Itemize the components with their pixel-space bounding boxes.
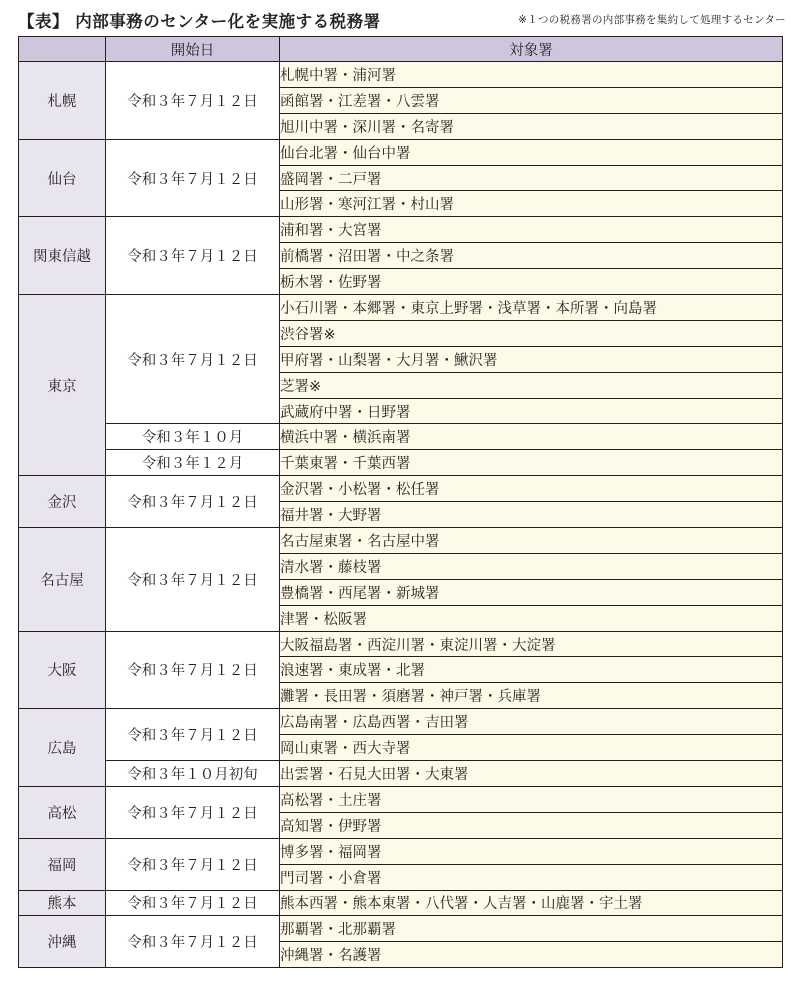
region-cell: 福岡 [19, 838, 106, 890]
start-date-cell: 令和３年１０月 [106, 424, 280, 450]
office-cell: 武蔵府中署・日野署 [280, 398, 783, 424]
office-cell: 前橋署・沼田署・中之条署 [280, 243, 783, 269]
table-row [19, 786, 783, 812]
start-date-cell: 令和３年７月１２日 [106, 709, 280, 761]
office-cell: 横浜中署・横浜南署 [280, 424, 783, 450]
office-cell: 灘署・長田署・須磨署・神戸署・兵庫署 [280, 683, 783, 709]
office-cell: 那覇署・北那覇署 [280, 916, 783, 942]
office-cell: 函館署・江差署・八雲署 [280, 87, 783, 113]
office-cell: 盛岡署・二戸署 [280, 165, 783, 191]
header-row [19, 37, 783, 62]
office-cell: 福井署・大野署 [280, 502, 783, 528]
tax-office-table [18, 36, 783, 968]
table-row [19, 916, 783, 942]
table-row [19, 528, 783, 554]
office-cell: 旭川中署・深川署・名寄署 [280, 113, 783, 139]
start-date-cell: 令和３年７月１２日 [106, 631, 280, 709]
start-date-cell: 令和３年７月１２日 [106, 890, 280, 916]
office-cell: 出雲署・石見大田署・大東署 [280, 761, 783, 787]
office-cell: 栃木署・佐野署 [280, 269, 783, 295]
region-cell: 高松 [19, 786, 106, 838]
region-cell: 札幌 [19, 62, 106, 140]
office-cell: 小石川署・本郷署・東京上野署・浅草署・本所署・向島署 [280, 295, 783, 321]
table-row [19, 295, 783, 321]
region-cell: 名古屋 [19, 528, 106, 632]
start-date-cell: 令和３年７月１２日 [106, 139, 280, 217]
office-cell: 熊本西署・熊本東署・八代署・人吉署・山鹿署・宇土署 [280, 890, 783, 916]
office-cell: 沖縄署・名護署 [280, 942, 783, 968]
office-cell: 札幌中署・浦河署 [280, 62, 783, 88]
start-date-cell: 令和３年７月１２日 [106, 217, 280, 295]
table-row [19, 424, 783, 450]
table-row [19, 450, 783, 476]
page-title: 【表】 内部事務のセンター化を実施する税務署 [18, 12, 381, 31]
office-cell: 千葉東署・千葉西署 [280, 450, 783, 476]
start-date-cell: 令和３年７月１２日 [106, 62, 280, 140]
region-cell: 関東信越 [19, 217, 106, 295]
table-row [19, 631, 783, 657]
office-cell: 仙台北署・仙台中署 [280, 139, 783, 165]
office-cell: 岡山東署・西大寺署 [280, 735, 783, 761]
start-date-cell: 令和３年７月１２日 [106, 916, 280, 968]
office-cell: 甲府署・山梨署・大月署・鰍沢署 [280, 346, 783, 372]
office-cell: 広島南署・広島西署・吉田署 [280, 709, 783, 735]
table-row [19, 62, 783, 88]
region-cell: 大阪 [19, 631, 106, 709]
table-row [19, 709, 783, 735]
table-row [19, 139, 783, 165]
start-date-cell: 令和３年７月１２日 [106, 528, 280, 632]
start-date-cell: 令和３年１０月初旬 [106, 761, 280, 787]
header-target-offices: 対象署 [280, 37, 783, 62]
region-cell: 熊本 [19, 890, 106, 916]
office-cell: 浦和署・大宮署 [280, 217, 783, 243]
office-cell: 高知署・伊野署 [280, 812, 783, 838]
region-cell: 広島 [19, 709, 106, 787]
table-row [19, 761, 783, 787]
table-row [19, 217, 783, 243]
office-cell: 金沢署・小松署・松任署 [280, 476, 783, 502]
office-cell: 浪速署・東成署・北署 [280, 657, 783, 683]
footnote: ※１つの税務署の内部事務を集約して処理するセンター [518, 14, 786, 26]
office-cell: 津署・松阪署 [280, 605, 783, 631]
start-date-cell: 令和３年７月１２日 [106, 476, 280, 528]
office-cell: 博多署・福岡署 [280, 838, 783, 864]
office-cell: 清水署・藤枝署 [280, 553, 783, 579]
office-cell: 門司署・小倉署 [280, 864, 783, 890]
office-cell: 大阪福島署・西淀川署・東淀川署・大淀署 [280, 631, 783, 657]
start-date-cell: 令和３年７月１２日 [106, 786, 280, 838]
office-cell: 芝署※ [280, 372, 783, 398]
office-cell: 山形署・寒河江署・村山署 [280, 191, 783, 217]
region-cell: 沖縄 [19, 916, 106, 968]
office-cell: 名古屋東署・名古屋中署 [280, 528, 783, 554]
header-region [19, 37, 106, 62]
office-cell: 高松署・土庄署 [280, 786, 783, 812]
header-start-date: 開始日 [106, 37, 280, 62]
office-cell: 渋谷署※ [280, 320, 783, 346]
start-date-cell: 令和３年７月１２日 [106, 295, 280, 424]
region-cell: 仙台 [19, 139, 106, 217]
table-row [19, 476, 783, 502]
region-cell: 東京 [19, 295, 106, 476]
table-row [19, 838, 783, 864]
office-cell: 豊橋署・西尾署・新城署 [280, 579, 783, 605]
start-date-cell: 令和３年７月１２日 [106, 838, 280, 890]
start-date-cell: 令和３年１２月 [106, 450, 280, 476]
region-cell: 金沢 [19, 476, 106, 528]
table-row [19, 890, 783, 916]
